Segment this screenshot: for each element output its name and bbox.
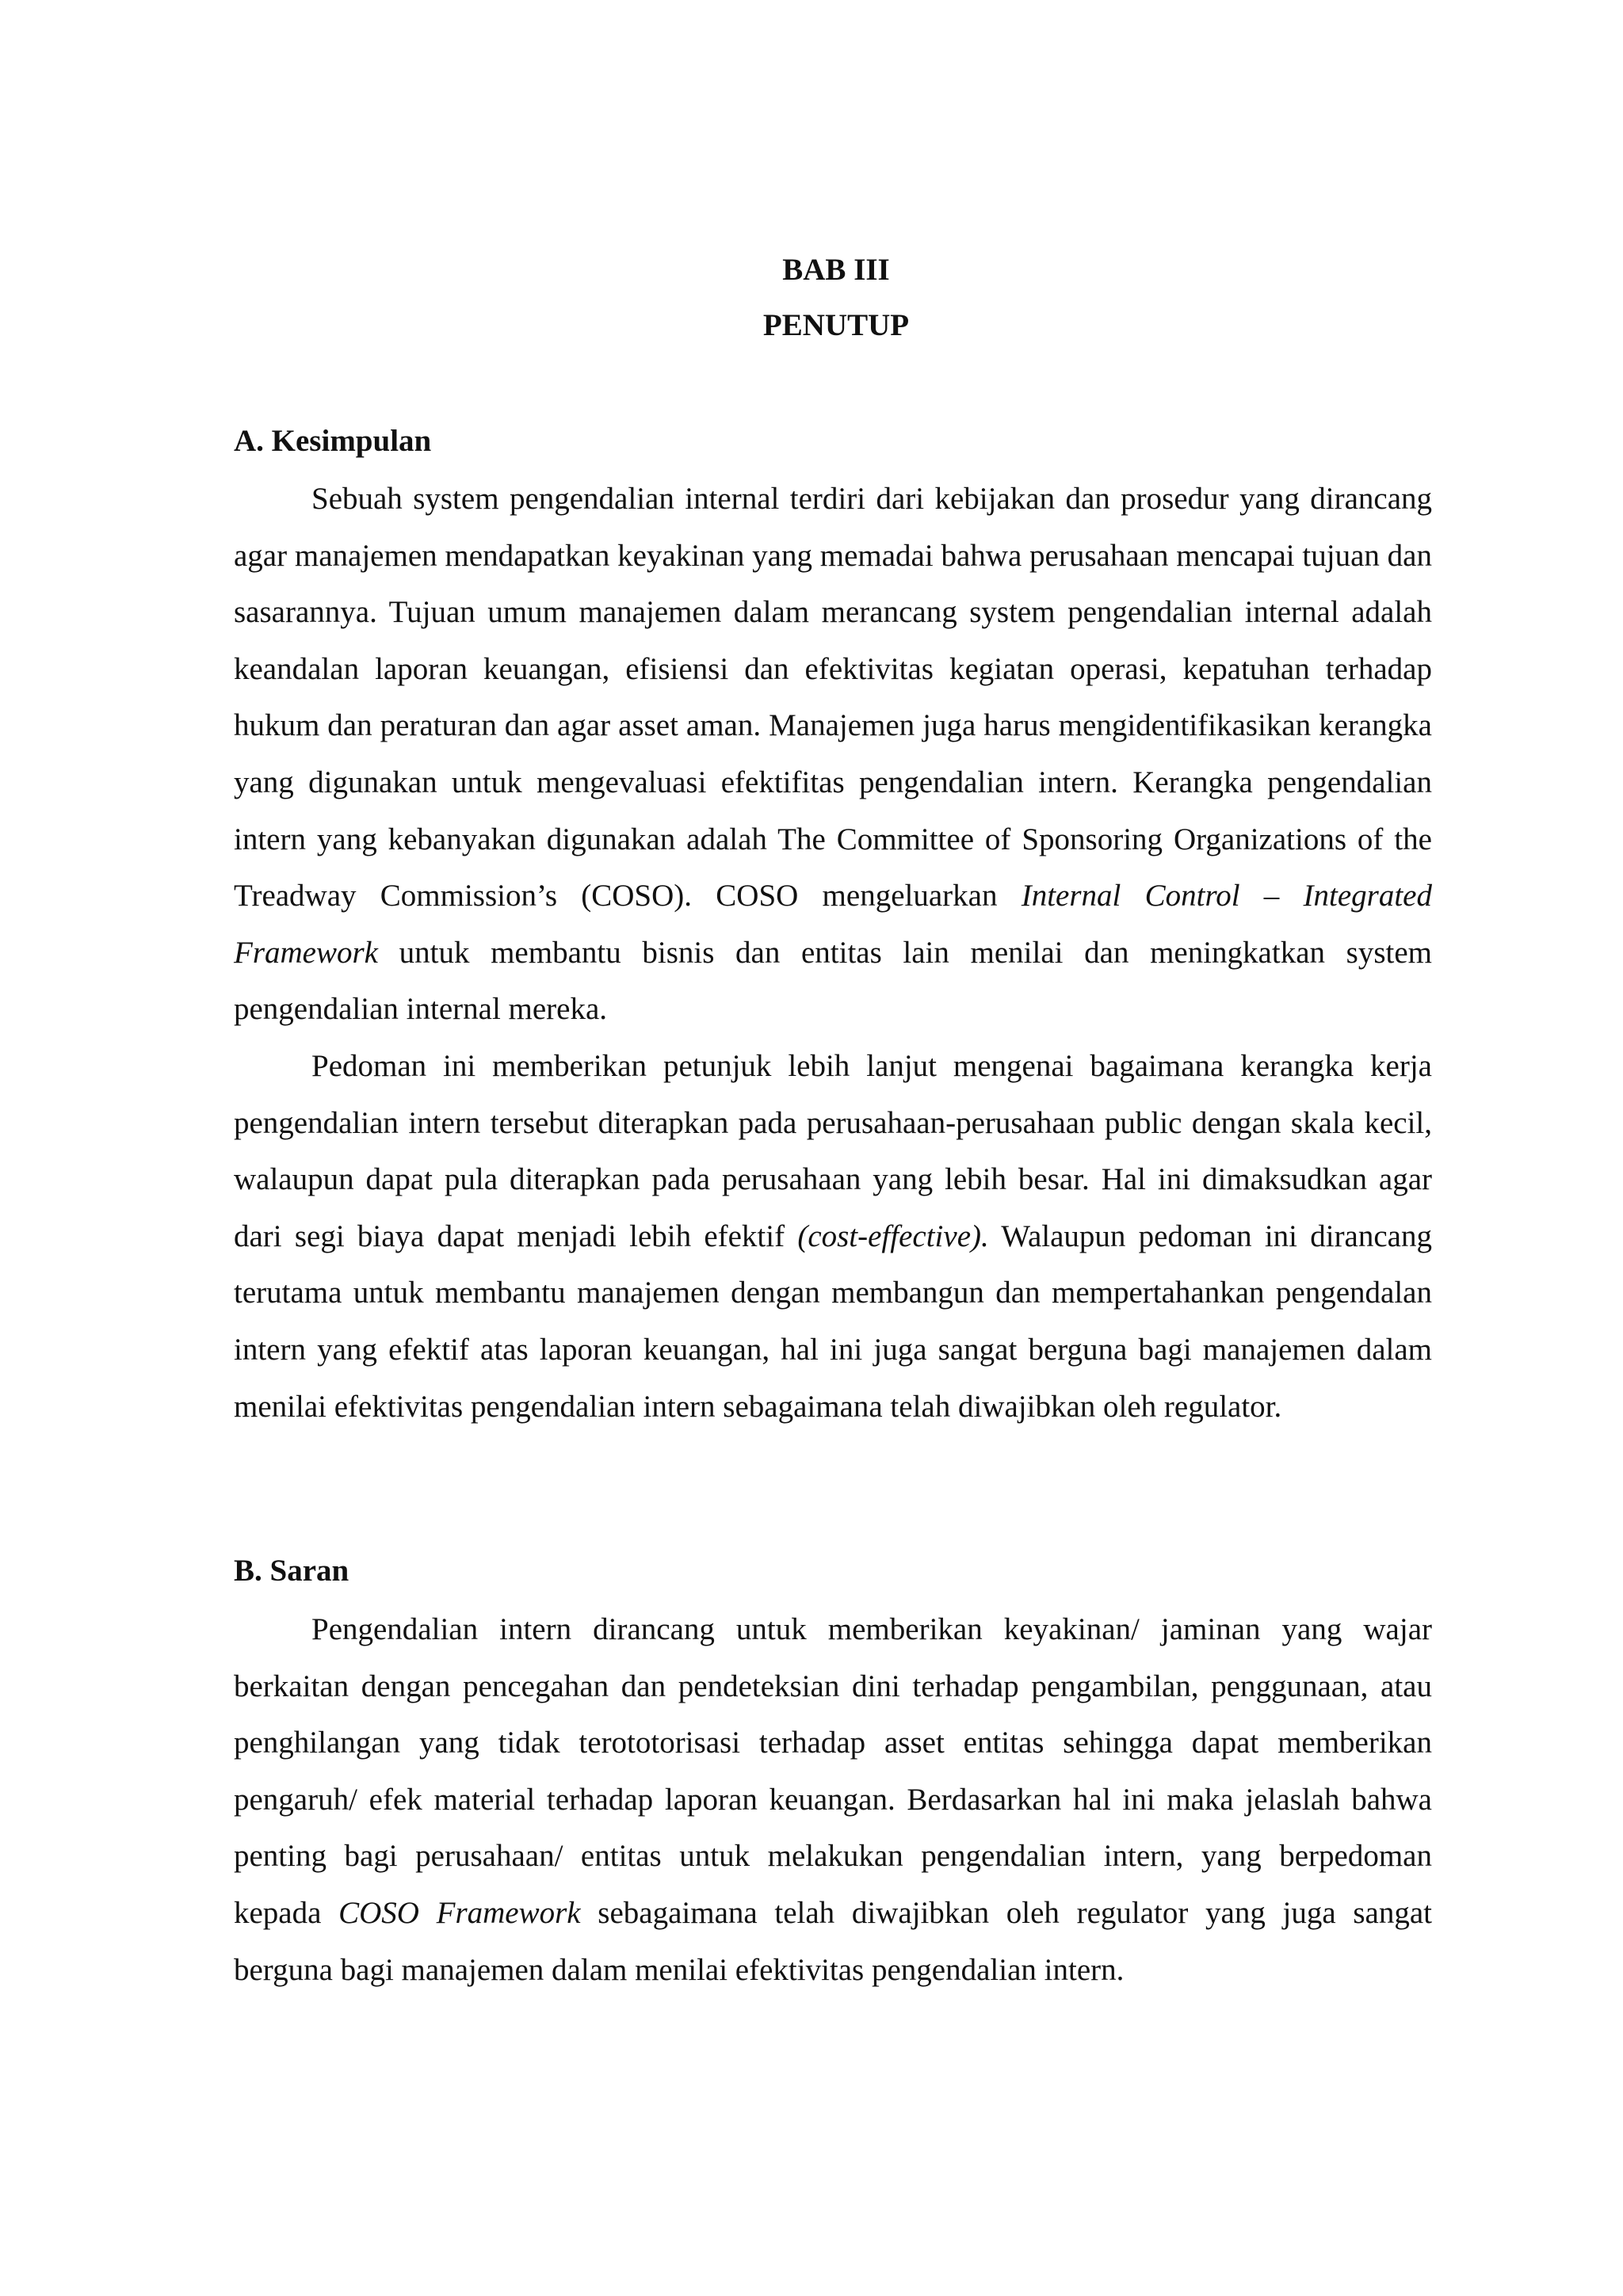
paragraph-italic-text: (cost-effective). [797, 1219, 989, 1253]
paragraph [234, 471, 1432, 1038]
paragraph-text: Pedoman ini memberikan petunjuk lebih lanjut mengenai bagaimana kerangka kerja pengendalian intern tersebut diterapkan pada perusahaan-perusahaan public dengan skala kecil, walaupun dapat pula diterapkan pada perusahaan yang lebih besar. Hal ini dimaksudkan agar dari segi biaya dapat menjadi lebih efektif [234, 1048, 1432, 1253]
section-body-saran [234, 1601, 1432, 1998]
paragraph-text: Pengendalian intern dirancang untuk memberikan keyakinan/ jaminan yang wajar berkaitan dengan pencegahan dan pendeteksian dini terhadap pengambilan, penggunaan, atau penghilangan yang tidak terototorisasi terhadap asset entitas sehingga dapat memberikan pengaruh/ efek material terhadap laporan keuangan. Berdasarkan hal ini maka jelaslah bahwa penting bagi perusahaan/ entitas untuk melakukan pengendalian intern, yang berpedoman kepada [234, 1612, 1432, 1930]
chapter-title: PENUTUP [762, 308, 910, 342]
paragraph-text: Sebuah system pengendalian internal terdiri dari kebijakan dan prosedur yang dirancang agar manajemen mendapatkan keyakinan yang memadai bahwa perusahaan mencapai tujuan dan sasarannya. Tujuan umum manajemen dalam merancang system pengendalian internal adalah keandalan laporan keuangan, efisiensi dan efektivitas kegiatan operasi, kepatuhan terhadap hukum dan peraturan dan agar asset aman. Manajemen juga harus mengidentifikasikan kerangka yang digunakan untuk mengevaluasi efektifitas pengendalian intern. Kerangka pengendalian intern yang kebanyakan digunakan adalah The Committee of Sponsoring Organizations of the Treadway Commission’s (COSO). COSO mengeluarkan [234, 482, 1432, 913]
paragraph-text: untuk membantu bisnis dan entitas lain menilai dan meningkatkan system pengendalian internal mereka. [234, 935, 1432, 1027]
paragraph-text: sebagaimana telah diwajibkan oleh regulator yang juga sangat berguna bagi manajemen dalam menilai efektivitas pengendalian intern. [234, 1895, 1432, 1987]
section-heading-saran: B. Saran [234, 1554, 349, 1588]
paragraph-italic-text: Internal Control – Integrated Framework [234, 879, 1432, 970]
paragraph-italic-text: COSO Framework [338, 1895, 581, 1930]
paragraph [234, 1601, 1432, 1998]
paragraph [234, 1038, 1432, 1435]
section-heading-kesimpulan: A. Kesimpulan [234, 424, 432, 458]
chapter-number: BAB III [782, 253, 890, 287]
section-body-kesimpulan [234, 471, 1432, 1435]
paragraph-text: Walaupun pedoman ini dirancang terutama untuk membantu manajemen dengan membangun dan mempertahankan pengendalan intern yang efektif atas laporan keuangan, hal ini juga sangat berguna bagi manajemen dalam menilai efektivitas pengendalian intern sebagaimana telah diwajibkan oleh regulator. [234, 1219, 1432, 1424]
